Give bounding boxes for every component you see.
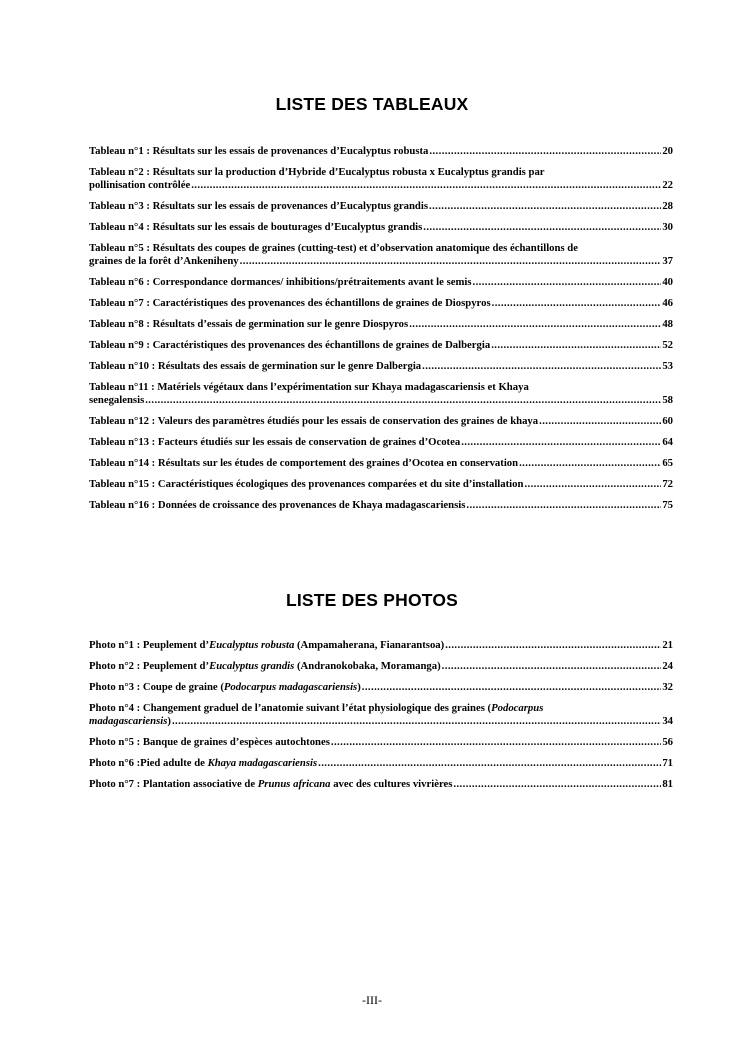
table-entry-title: Tableau n°3 : Résultats sur les essais de provenances d’Eucalyptus grandis [89, 200, 429, 212]
table-entry-11[interactable] [89, 381, 673, 407]
dot-leader [422, 360, 661, 373]
photo-entry-title: Photo n°1 : Peuplement d’Eucalyptus robusta (Ampamaherana, Fianarantsoa) [89, 639, 445, 651]
table-entry-title: Tableau n°2 : Résultats sur la production d’Hybride d’Eucalyptus robusta x Eucalyptus grandis par [89, 166, 545, 178]
table-entry-page-number: 22 [662, 179, 673, 191]
table-entry-page-number: 46 [662, 297, 673, 309]
table-entry-9[interactable] [89, 339, 673, 352]
table-entry-title: pollinisation contrôlée [89, 179, 191, 191]
dot-leader [429, 145, 661, 158]
dot-leader [492, 297, 662, 310]
dot-leader [145, 394, 661, 407]
table-entry-title: Tableau n°1 : Résultats sur les essais de provenances d’Eucalyptus robusta [89, 145, 429, 157]
table-entry-title: Tableau n°5 : Résultats des coupes de graines (cutting-test) et d’observation anatomique des échantillons de [89, 242, 578, 254]
dot-leader [442, 660, 662, 673]
table-entry-12[interactable] [89, 415, 673, 428]
table-entry-title: Tableau n°7 : Caractéristiques des provenances des échantillons de graines de Diospyros [89, 297, 491, 309]
photo-entry-page-number: 81 [662, 778, 673, 790]
table-entry-13[interactable] [89, 436, 673, 449]
table-entry-page-number: 48 [662, 318, 673, 330]
photo-entry-title: Photo n°3 : Coupe de graine (Podocarpus madagascariensis) [89, 681, 361, 693]
photo-entry-page-number: 56 [662, 736, 673, 748]
table-entry-title: Tableau n°15 : Caractéristiques écologiques des provenances comparées et du site d’installation [89, 478, 524, 490]
photo-entry-page-number: 21 [662, 639, 673, 651]
dot-leader [491, 339, 661, 352]
dot-leader [429, 200, 661, 213]
table-entry-title: senegalensis [89, 394, 145, 406]
table-entry-page-number: 53 [662, 360, 673, 372]
table-entry-page-number: 30 [662, 221, 673, 233]
photo-entry-page-number: 34 [662, 715, 673, 727]
photo-entry-5[interactable] [89, 736, 673, 749]
table-entry-1[interactable] [89, 145, 673, 158]
table-entry-5[interactable] [89, 242, 673, 268]
table-entry-title: Tableau n°16 : Données de croissance des provenances de Khaya madagascariensis [89, 499, 466, 511]
table-entry-title: Tableau n°12 : Valeurs des paramètres étudiés pour les essais de conservation des graines de khaya [89, 415, 539, 427]
dot-leader [524, 478, 661, 491]
photo-entry-page-number: 32 [662, 681, 673, 693]
photo-entry-1[interactable] [89, 639, 673, 652]
table-entry-page-number: 65 [662, 457, 673, 469]
photo-entry-4[interactable] [89, 702, 673, 728]
dot-leader [461, 436, 661, 449]
table-entry-page-number: 20 [662, 145, 673, 157]
photo-entry-page-number: 71 [662, 757, 673, 769]
table-entry-page-number: 52 [662, 339, 673, 351]
table-entry-title: Tableau n°11 : Matériels végétaux dans l’expérimentation sur Khaya madagascariensis et Khaya [89, 381, 529, 393]
table-entry-10[interactable] [89, 360, 673, 373]
table-entry-title: Tableau n°6 : Correspondance dormances/ inhibitions/prétraitements avant le semis [89, 276, 472, 288]
dot-leader [473, 276, 662, 289]
photos-list-heading: LISTE DES PHOTOS [285, 590, 459, 610]
table-entry-2[interactable] [89, 166, 673, 192]
table-entry-page-number: 64 [662, 436, 673, 448]
photo-entry-title: Photo n°5 : Banque de graines d’espèces autochtones [89, 736, 330, 748]
photo-entry-title: madagascariensis) [89, 715, 171, 727]
dot-leader [453, 778, 661, 791]
dot-leader [318, 757, 661, 770]
dot-leader [409, 318, 661, 331]
table-entry-title: graines de la forêt d’Ankeniheny [89, 255, 239, 267]
table-entry-7[interactable] [89, 297, 673, 310]
table-entry-title: Tableau n°9 : Caractéristiques des provenances des échantillons de graines de Dalbergia [89, 339, 491, 351]
dot-leader [539, 415, 661, 428]
table-entry-title: Tableau n°8 : Résultats d’essais de germination sur le genre Diospyros [89, 318, 409, 330]
table-entry-6[interactable] [89, 276, 673, 289]
table-entry-page-number: 40 [662, 276, 673, 288]
table-entry-3[interactable] [89, 200, 673, 213]
table-entry-4[interactable] [89, 221, 673, 234]
table-entry-title: Tableau n°13 : Facteurs étudiés sur les essais de conservation de graines d’Ocotea [89, 436, 461, 448]
table-entry-title: Tableau n°10 : Résultats des essais de germination sur le genre Dalbergia [89, 360, 422, 372]
table-entry-16[interactable] [89, 499, 673, 512]
dot-leader [445, 639, 661, 652]
tables-list-heading: LISTE DES TABLEAUX [275, 94, 469, 114]
table-entry-8[interactable] [89, 318, 673, 331]
table-entry-title: Tableau n°4 : Résultats sur les essais de bouturages d’Eucalyptus grandis [89, 221, 423, 233]
photo-entry-title: Photo n°2 : Peuplement d’Eucalyptus grandis (Andranokobaka, Moramanga) [89, 660, 441, 672]
dot-leader [240, 255, 662, 268]
table-entry-page-number: 75 [662, 499, 673, 511]
photo-entry-3[interactable] [89, 681, 673, 694]
dot-leader [331, 736, 661, 749]
table-entry-15[interactable] [89, 478, 673, 491]
table-entry-page-number: 58 [662, 394, 673, 406]
table-entry-page-number: 60 [662, 415, 673, 427]
dot-leader [362, 681, 662, 694]
photo-entry-title: Photo n°7 : Plantation associative de Prunus africana avec des cultures vivrières [89, 778, 453, 790]
table-entry-title: Tableau n°14 : Résultats sur les études de comportement des graines d’Ocotea en conservation [89, 457, 519, 469]
dot-leader [466, 499, 661, 512]
table-entry-14[interactable] [89, 457, 673, 470]
photo-entry-6[interactable] [89, 757, 673, 770]
table-entry-page-number: 72 [662, 478, 673, 490]
dot-leader [423, 221, 661, 234]
photo-entry-7[interactable] [89, 778, 673, 791]
photo-entry-title: Photo n°4 : Changement graduel de l’anatomie suivant l’état physiologique des graines (Podocarpus [89, 702, 544, 714]
dot-leader [191, 179, 661, 192]
photo-entry-title: Photo n°6 :Pied adulte de Khaya madagascariensis [89, 757, 318, 769]
dot-leader [172, 715, 661, 728]
photo-entry-2[interactable] [89, 660, 673, 673]
table-entry-page-number: 37 [662, 255, 673, 267]
photo-entry-page-number: 24 [662, 660, 673, 672]
dot-leader [519, 457, 661, 470]
tables-list [89, 145, 673, 520]
table-entry-page-number: 28 [662, 200, 673, 212]
photos-list [89, 639, 673, 799]
page-number-footer: -III- [362, 993, 382, 1007]
